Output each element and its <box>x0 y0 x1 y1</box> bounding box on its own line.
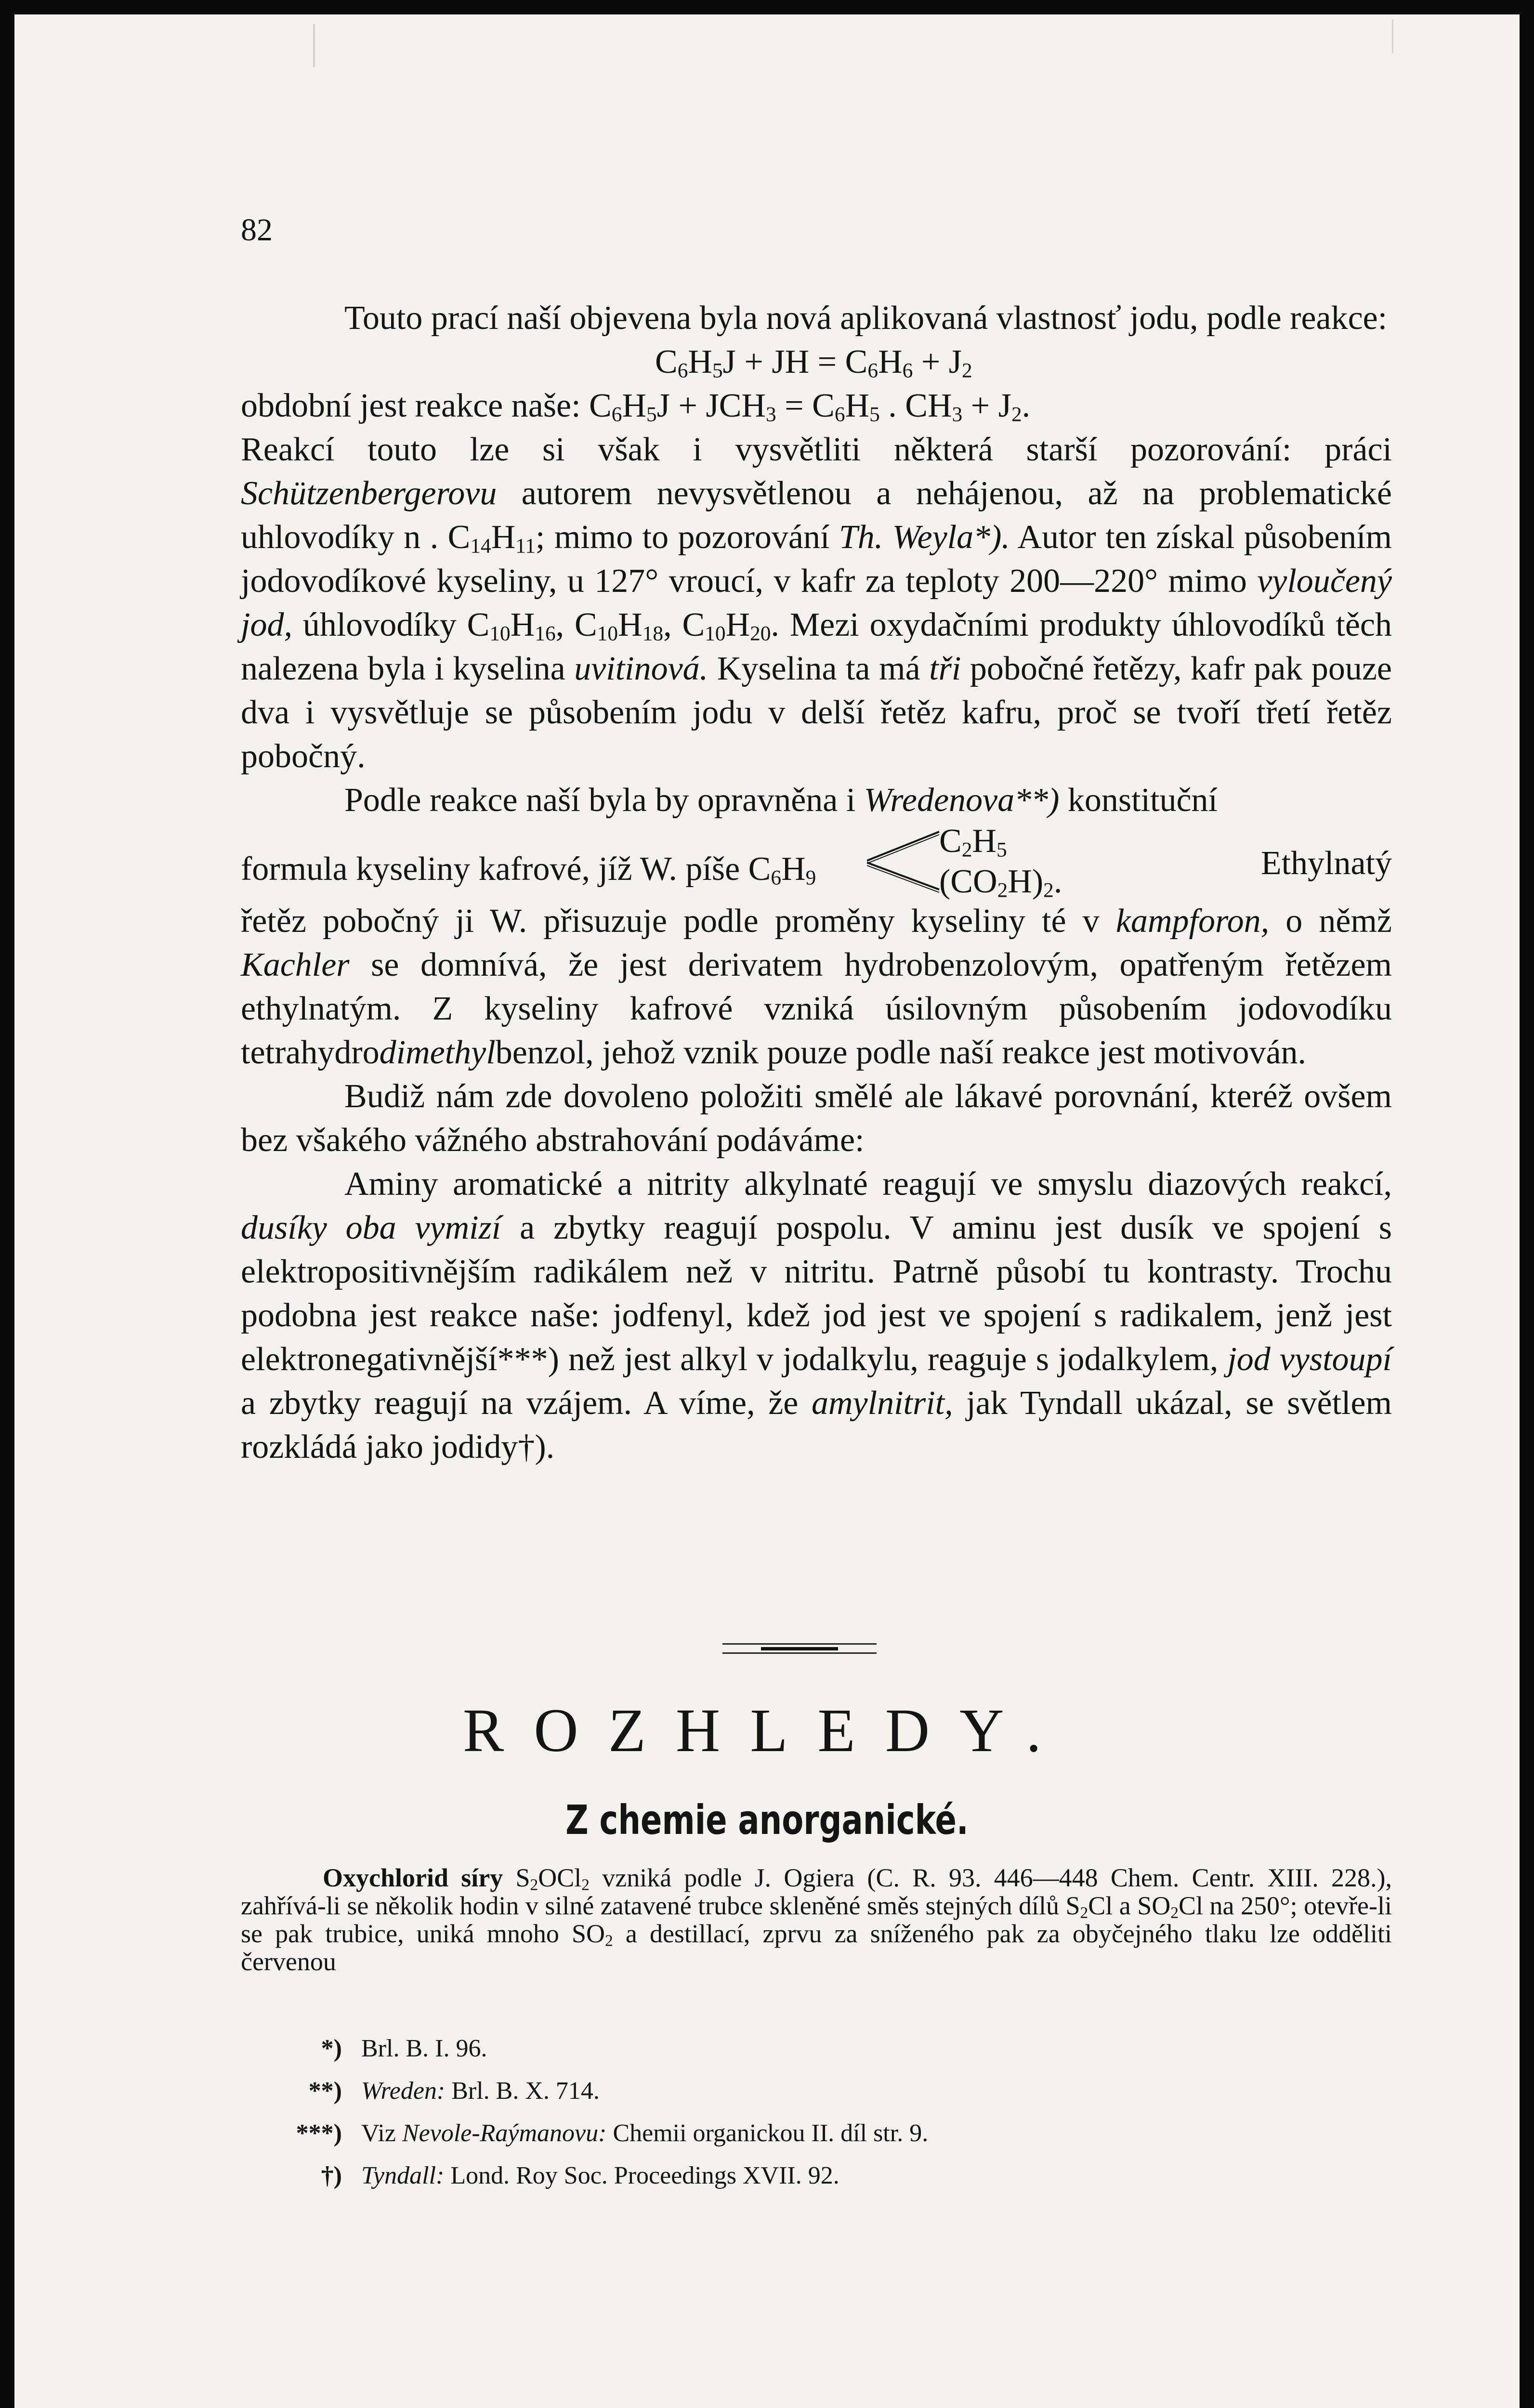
paragraph-3: Podle reakce naší byla by opravněna i Wredenova**) konstituční <box>344 782 1218 819</box>
main-text <box>241 296 1392 1469</box>
equation-1: $C_6H_5J$ + JH = $C_6H_6 + J_2$ <box>655 343 972 382</box>
scan-artifact <box>313 24 315 67</box>
page-number: 82 <box>241 212 273 248</box>
formula-branch: $C_2H_5$ $(CO_2H)_2$. <box>867 822 1084 899</box>
footnotes <box>241 2028 1392 2197</box>
paragraph-4: řetěz pobočný ji W. přisuzuje podle proměny kyseliny té v kampforon, o němž Kachler se domnívá, že jest derivatem hydrobenzolovým, opatřeným řetězem ethylnatým. Z kyseliny kafrové vzniká úsilovným působením jodovodíku tetrahydrodimethylbenzol, jehož vznik pouze podle naší reakce jest motivován. <box>241 903 1392 1071</box>
footnote: *) Brl. B. I. 96. <box>321 2035 487 2062</box>
footnote: †) Tyndall: Lond. Roy Soc. Proceedings XVII. 92. <box>321 2162 839 2189</box>
section-subtitle: Z chemie anorganické. <box>565 1796 969 1844</box>
footnote: ***) Viz Nevole-Raýmanovu: Chemii organickou II. díl str. 9. <box>296 2120 929 2147</box>
scanned-page <box>14 14 1520 2408</box>
section-divider <box>722 1643 877 1654</box>
paragraph-1: Touto prací naší objevena byla nová aplikovaná vlastnosť jodu, podle reakce: <box>344 300 1388 337</box>
footnote: **) Wreden: Brl. B. X. 714. <box>308 2077 600 2105</box>
branch-lines <box>867 822 944 899</box>
article-text: Oxychlorid síry $S_2OCl_2$ vzniká podle J. Ogiera (C. R. 93. 446—448 Chem. Centr. XIII. 228.), zahřívá-li se několik hodin v silné zatavené trubce skleněné směs stejných dílů $S_2Cl$ a $SO_2Cl$ na 250°; otevře-li se pak trubice, uniká mnoho $SO_2$ a destillací, zprvu za sníženého pak za obyčejného tlaku lze odděliti červenou <box>241 1863 1392 1976</box>
camphoric-acid-formula: formula kyseliny kafrové, jíž W. píše $C_6H_9$ $C_2H_5$ $(CO_2H)_2$. Ethylnatý <box>241 823 1392 902</box>
scan-artifact <box>1392 19 1393 53</box>
paragraph-6: Aminy aromatické a nitrity alkylnaté reagují ve smyslu diazových reakcí, dusíky oba vymizí a zbytky reagují pospolu. V aminu jest dusík ve spojení s elektropositivnějším radikálem než v nitritu. Patrně působí tu kontrasty. Trochu podobna jest reakce naše: jodfenyl, kdež jod jest ve spojení s radikalem, jenž jest elektronegativnější***) než jest alkyl v jodalkylu, reaguje s jodalkylem, jod vystoupí a zbytky reagují na vzájem. A víme, že amylnitrit, jak Tyndall ukázal, se světlem rozkládá jako jodidy†). <box>241 1165 1392 1466</box>
section-title: ROZHLEDY. <box>462 1696 1072 1765</box>
paragraph-2: Reakcí touto lze si však i vysvětliti některá starší pozorování: práci Schützenbergerovu autorem nevysvětlenou a nehájenou, až na problematické uhlovodíky n . $C_{14}H_{11}$; mimo to pozorování Th. Weyla*). Autor ten získal působením jodovodíkové kyseliny, u 127° vroucí, v kafr za teploty 200—220° mimo vyloučený jod, úhlovodíky $C_{10}H_{16}$, $C_{10}H_{18}$, $C_{10}H_{20}$. Mezi oxydačními produkty úhlovodíků těch nalezena byla i kyselina uvitinová. Kyselina ta má tři pobočné řetězy, kafr pak pouze dva i vysvětluje se působením jodu v delší řetěz kafru, proč se tvoří třetí řetěz pobočný. <box>241 431 1392 775</box>
equation-2: obdobní jest reakce naše: $C_6H_5J + JCH_3 = C_6H_5$ . $CH_3 + J_2$. <box>241 387 1031 426</box>
paragraph-5: Budiž nám zde dovoleno položiti smělé ale lákavé porovnání, kteréž ovšem bez všakého vážného abstrahování podáváme: <box>241 1078 1392 1159</box>
